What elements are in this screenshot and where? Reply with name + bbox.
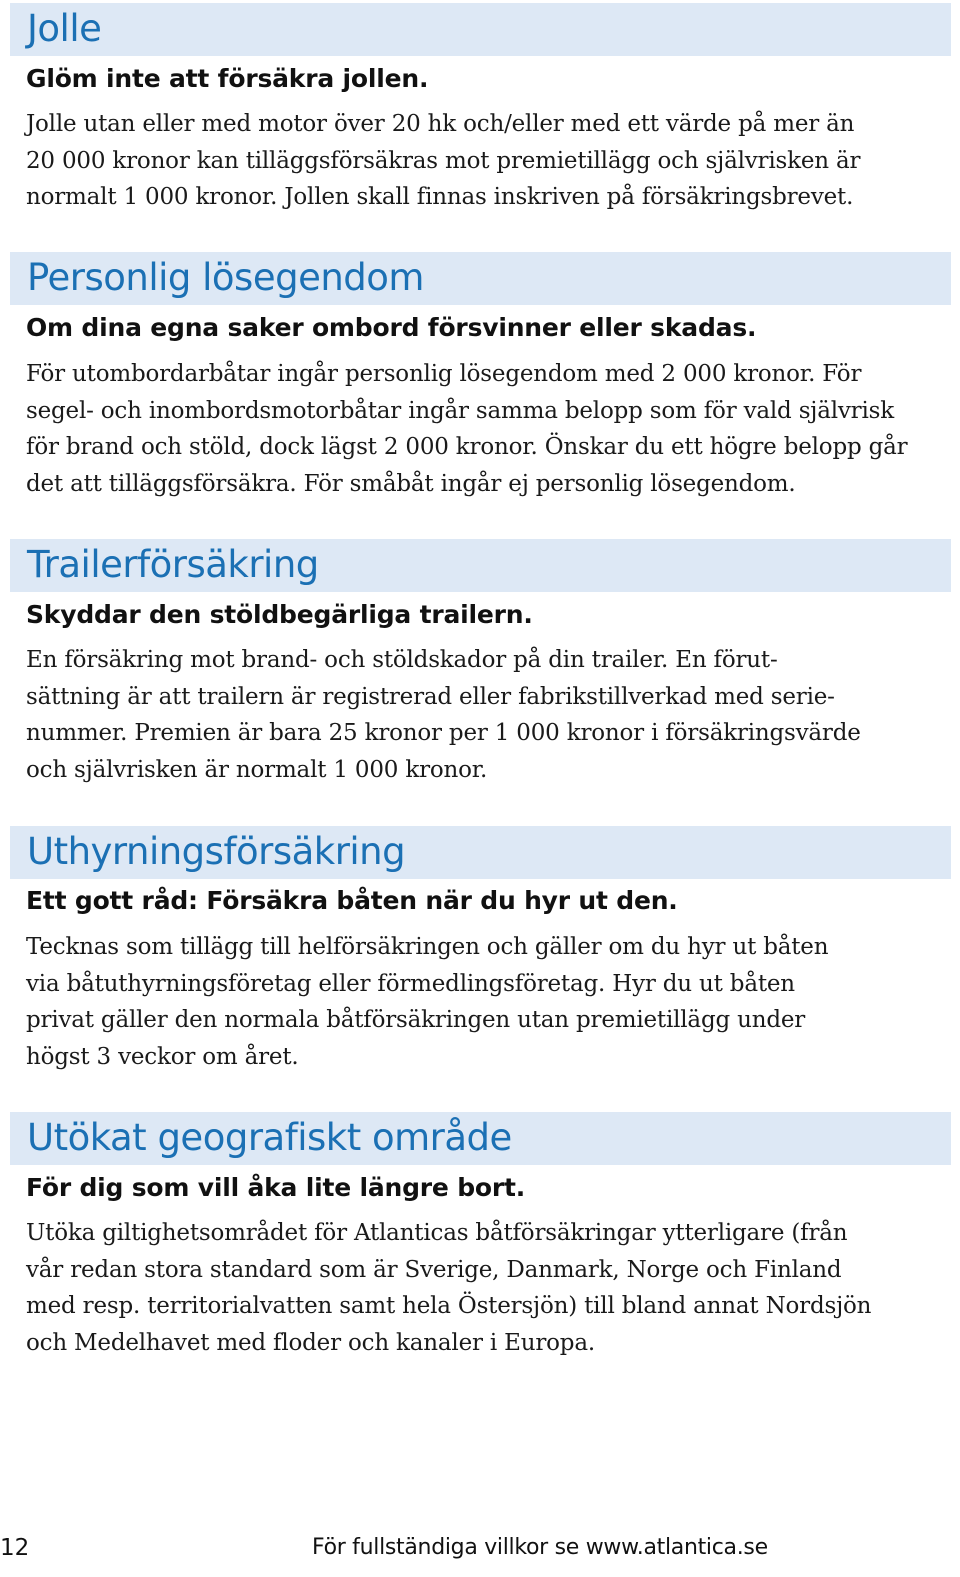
section-header	[10, 1112, 951, 1165]
body-line: För utombordarbåtar ingår personlig lösegendom med 2 000 kronor. För	[26, 361, 862, 387]
body-line: nummer. Premien är bara 25 kronor per 1 000 kronor i försäkringsvärde	[26, 720, 861, 747]
body-line: med resp. territorialvatten samt hela Östersjön) till bland annat Nordsjön	[26, 1293, 872, 1320]
body-line: Tecknas som tillägg till helförsäkringen och gäller om du hyr ut båten	[26, 934, 829, 960]
footer-text: För fullständiga villkor se www.atlantica.se	[312, 1535, 768, 1560]
body-line: det att tilläggsförsäkra. För småbåt ingår ej personlig lösegendom.	[26, 471, 796, 498]
section-body	[26, 1215, 951, 1362]
section-header	[10, 539, 951, 592]
body-line: och Medelhavet med floder och kanaler i Europa.	[26, 1330, 595, 1357]
section-body	[26, 356, 951, 503]
section-header	[10, 3, 951, 56]
body-line: En försäkring mot brand- och stöldskador på din trailer. En förut-	[26, 647, 778, 673]
section-title: Jolle	[27, 7, 102, 50]
section-header	[10, 826, 951, 879]
body-line: högst 3 veckor om året.	[26, 1044, 299, 1071]
body-line: vår redan stora standard som är Sverige, Danmark, Norge och Finland	[26, 1256, 842, 1283]
body-line: sättning är att trailern är registrerad eller fabrikstillverkad med serie-	[26, 683, 835, 710]
body-line: Jolle utan eller med motor över 20 hk och/eller med ett värde på mer än	[26, 111, 855, 137]
body-line: normalt 1 000 kronor. Jollen skall finnas inskriven på försäkringsbrevet.	[26, 184, 854, 211]
section-body	[26, 642, 951, 789]
section-subtitle: Om dina egna saker ombord försvinner eller skadas.	[26, 313, 757, 342]
body-line: 20 000 kronor kan tilläggsförsäkras mot premietillägg och självrisken är	[26, 147, 861, 174]
body-line: och självrisken är normalt 1 000 kronor.	[26, 757, 488, 784]
body-line: via båtuthyrningsföretag eller förmedlingsföretag. Hyr du ut båten	[26, 970, 795, 997]
page-number: 12	[0, 1535, 30, 1561]
body-line: privat gäller den normala båtförsäkringen utan premietillägg under	[26, 1007, 806, 1034]
section-title: Trailerförsäkring	[27, 543, 319, 586]
body-line: Utöka giltighetsområdet för Atlanticas båtförsäkringar ytterligare (från	[26, 1220, 848, 1246]
section-title: Uthyrningsförsäkring	[27, 830, 406, 873]
section-header	[10, 252, 951, 305]
section-body	[26, 929, 951, 1076]
section-subtitle: Glöm inte att försäkra jollen.	[26, 64, 429, 93]
section-subtitle: För dig som vill åka lite längre bort.	[26, 1173, 526, 1202]
body-line: segel- och inombordsmotorbåtar ingår samma belopp som för vald självrisk	[26, 397, 894, 424]
section-body	[26, 106, 951, 216]
section-title: Utökat geografiskt område	[27, 1116, 512, 1159]
section-subtitle: Ett gott råd: Försäkra båten när du hyr ut den.	[26, 886, 678, 915]
section-subtitle: Skyddar den stöldbegärliga trailern.	[26, 600, 533, 629]
section-title: Personlig lösegendom	[27, 256, 424, 299]
body-line: för brand och stöld, dock lägst 2 000 kronor. Önskar du ett högre belopp går	[26, 434, 908, 461]
